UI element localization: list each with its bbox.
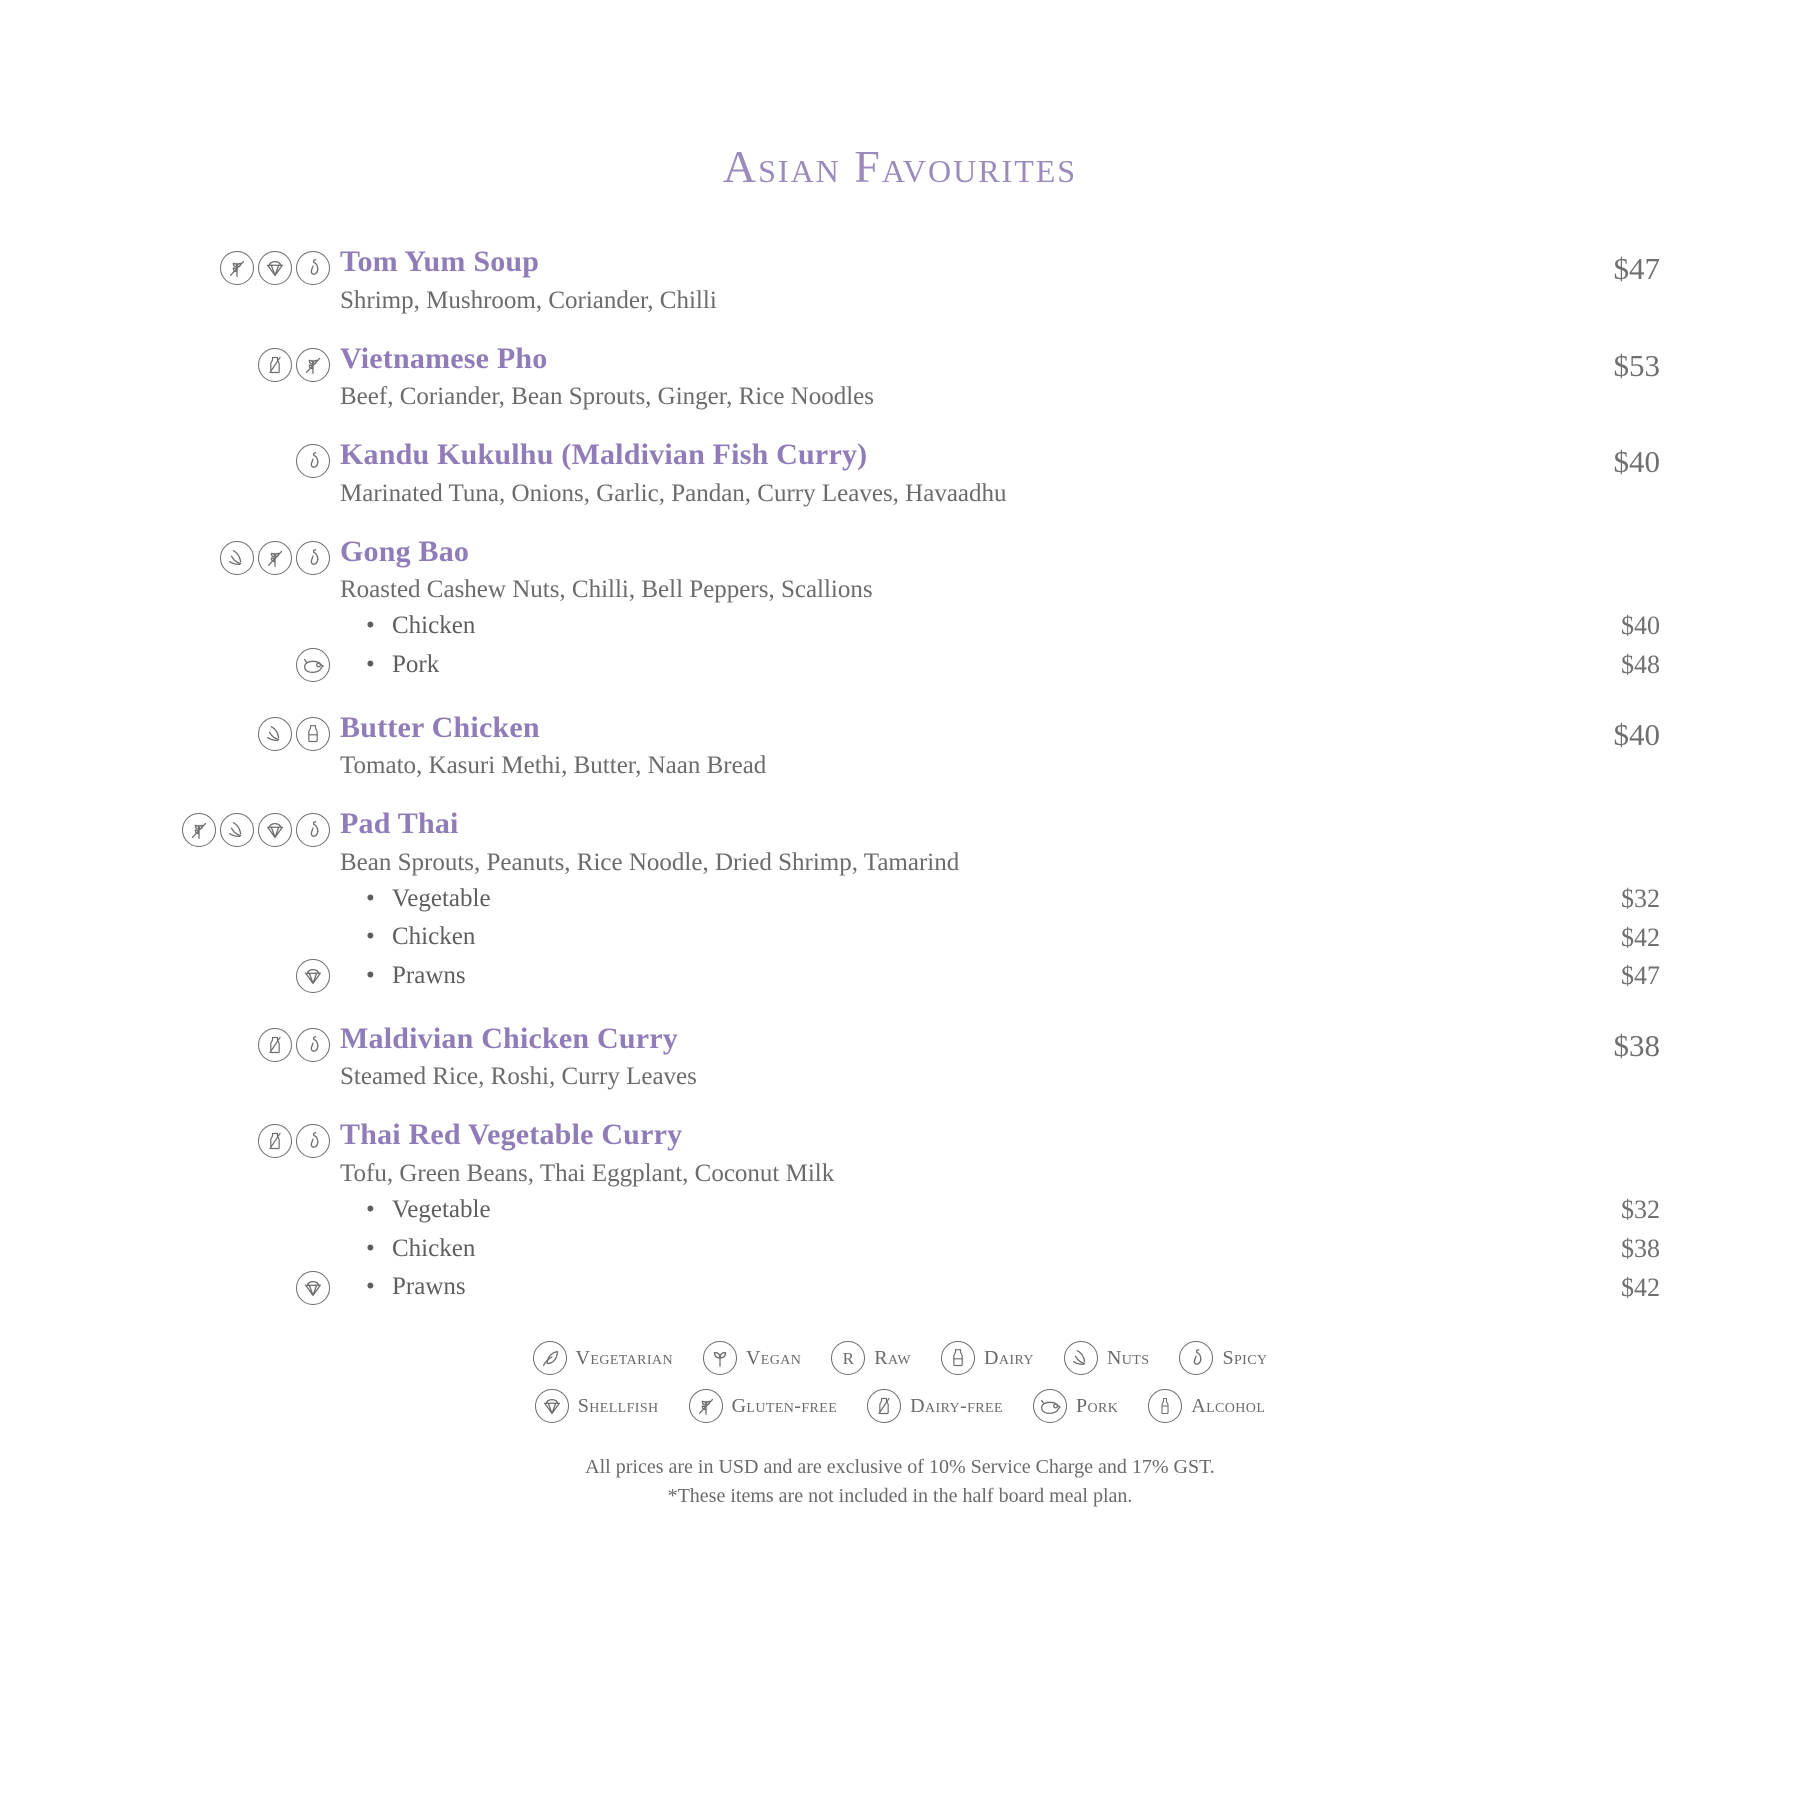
legend-item: [1064, 1341, 1150, 1375]
variant-row: [140, 1230, 1660, 1269]
shellfish-icon: [535, 1389, 569, 1423]
menu-item: [140, 245, 1660, 316]
menu-item: [140, 807, 1660, 996]
spicy-icon: [296, 251, 330, 285]
variant-row: [140, 880, 1660, 919]
variant-row: [140, 1268, 1660, 1307]
dish-description: Steamed Rice, Roshi, Curry Leaves: [340, 1063, 697, 1091]
menu-item-header: [140, 807, 1660, 878]
legend-label: Gluten-free: [731, 1394, 838, 1417]
menu-item-text: [340, 1022, 1510, 1093]
dish-name: Tom Yum Soup: [340, 245, 540, 278]
dish-price: $53: [1613, 347, 1660, 383]
dish-name: Butter Chicken: [340, 710, 540, 744]
variant-price: $32: [1621, 1195, 1660, 1225]
gluten-free-icon: [220, 251, 254, 285]
dairy-icon: [296, 717, 330, 751]
nuts-icon: [258, 717, 292, 751]
allergen-icons: [140, 1118, 340, 1158]
variant-price: $42: [1621, 922, 1660, 952]
menu-item-text: [340, 438, 1510, 509]
shellfish-icon: [258, 251, 292, 285]
spicy-icon: [296, 813, 330, 847]
legend-item: [535, 1389, 659, 1423]
dish-price: $47: [1613, 251, 1660, 286]
gluten-free-icon: [296, 348, 330, 382]
gluten-free-icon: [182, 813, 216, 847]
legend-label: Dairy-free: [910, 1394, 1003, 1417]
vegan-icon: [703, 1341, 737, 1375]
raw-icon: R: [831, 1341, 865, 1375]
variant-allergen-icons: [140, 648, 340, 682]
variant-label: • Chicken: [340, 918, 1510, 957]
legend: [60, 1341, 1740, 1423]
menu-item: [140, 535, 1660, 685]
legend-row-2: [535, 1389, 1266, 1423]
shellfish-icon: [296, 959, 330, 993]
menu-item: [140, 438, 1660, 509]
variant-list: [140, 607, 1660, 685]
legend-item: [1148, 1389, 1265, 1423]
allergen-icons: [140, 807, 340, 847]
menu-item: [140, 342, 1660, 413]
legend-label: Nuts: [1106, 1346, 1150, 1369]
variant-row: [140, 918, 1660, 957]
menu-item-header: [140, 1022, 1660, 1093]
dish-description: Marinated Tuna, Onions, Garlic, Pandan, Curry Leaves, Havaadhu: [340, 479, 1007, 507]
legend-label: Raw: [874, 1346, 912, 1369]
spicy-icon: [296, 444, 330, 478]
menu-item: [140, 711, 1660, 782]
dairy-free-icon: [867, 1389, 901, 1423]
menu-item-text: [340, 245, 1510, 316]
menu-list: [60, 245, 1740, 1307]
menu-item-text: [340, 342, 1510, 413]
legend-label: Pork: [1075, 1394, 1119, 1417]
shellfish-icon: [258, 813, 292, 847]
legend-item: [533, 1341, 673, 1375]
allergen-icons: [140, 438, 340, 478]
legend-item: [831, 1341, 911, 1375]
dish-description: Roasted Cashew Nuts, Chilli, Bell Peppers, Scallions: [340, 576, 873, 603]
shellfish-icon: [296, 1271, 330, 1305]
dish-description: Shrimp, Mushroom, Coriander, Chilli: [340, 286, 717, 314]
menu-item-header: [140, 342, 1660, 413]
variant-label: • Vegetable: [340, 880, 1510, 919]
dish-name: Pad Thai: [340, 807, 459, 840]
legend-label: Shellfish: [577, 1394, 659, 1417]
dish-price: [1510, 535, 1660, 541]
variant-list: [140, 880, 1660, 996]
variant-row: [140, 607, 1660, 646]
legend-label: Dairy: [984, 1346, 1034, 1369]
allergen-icons: [140, 245, 340, 285]
dish-description: Tomato, Kasuri Methi, Butter, Naan Bread: [340, 752, 767, 779]
spicy-icon: [296, 1124, 330, 1158]
variant-allergen-icons: [140, 1271, 340, 1305]
variant-row: [140, 957, 1660, 996]
footnotes: [60, 1453, 1740, 1511]
alcohol-icon: [1148, 1389, 1182, 1423]
variant-price: $32: [1621, 883, 1660, 913]
dish-name: Thai Red Vegetable Curry: [340, 1118, 683, 1152]
variant-row: [140, 646, 1660, 685]
dish-name: Kandu Kukulhu (Maldivian Fish Curry): [340, 438, 868, 471]
dish-price: [1510, 1118, 1660, 1124]
page-title: Asian Favourites: [722, 141, 1078, 192]
variant-price: $42: [1621, 1272, 1660, 1302]
spicy-icon: [296, 541, 330, 575]
variant-list: [140, 1191, 1660, 1307]
vegetarian-icon: [533, 1341, 567, 1375]
variant-label: • Prawns: [340, 957, 1510, 996]
variant-row: [140, 1191, 1660, 1230]
gluten-free-icon: [689, 1389, 723, 1423]
variant-price: $38: [1621, 1233, 1660, 1263]
menu-item: [140, 1118, 1660, 1307]
pork-icon: [1033, 1389, 1067, 1423]
legend-label: Vegetarian: [575, 1346, 673, 1369]
allergen-icons: [140, 1022, 340, 1062]
nuts-icon: [220, 813, 254, 847]
menu-item-text: [340, 807, 1510, 878]
footnote-line: All prices are in USD and are exclusive of 10% Service Charge and 17% GST.: [585, 1456, 1215, 1478]
footnote-line: *These items are not included in the half board meal plan.: [667, 1485, 1133, 1507]
legend-label: Vegan: [745, 1346, 802, 1369]
allergen-icons: [140, 342, 340, 382]
legend-label: Alcohol: [1191, 1394, 1266, 1417]
variant-label: • Chicken: [340, 1230, 1510, 1269]
dairy-icon: [941, 1341, 975, 1375]
gluten-free-icon: [258, 541, 292, 575]
legend-row-1: [533, 1341, 1268, 1375]
dish-price: $40: [1613, 716, 1660, 752]
pork-icon: [296, 648, 330, 682]
variant-price: $48: [1621, 650, 1660, 680]
legend-item: [1179, 1341, 1267, 1375]
variant-label: • Chicken: [340, 607, 1510, 646]
dairy-free-icon: [258, 348, 292, 382]
legend-item: [1033, 1389, 1118, 1423]
menu-item-text: [340, 1118, 1510, 1189]
variant-allergen-icons: [140, 959, 340, 993]
dish-price: [1510, 807, 1660, 813]
variant-price: $47: [1621, 961, 1660, 991]
variant-price: $40: [1621, 611, 1660, 641]
dairy-free-icon: [258, 1124, 292, 1158]
menu-item-header: [140, 535, 1660, 606]
menu-item-header: [140, 711, 1660, 782]
legend-item: [703, 1341, 801, 1375]
spicy-icon: [296, 1028, 330, 1062]
variant-label: • Pork: [340, 646, 1510, 685]
variant-label: • Prawns: [340, 1268, 1510, 1307]
dish-description: Bean Sprouts, Peanuts, Rice Noodle, Dried Shrimp, Tamarind: [340, 848, 960, 876]
dairy-free-icon: [258, 1028, 292, 1062]
nuts-icon: [1064, 1341, 1098, 1375]
menu-item-text: [340, 535, 1510, 606]
menu-item-header: [140, 1118, 1660, 1189]
menu-item-text: [340, 711, 1510, 782]
dish-name: Vietnamese Pho: [340, 341, 548, 375]
nuts-icon: [220, 541, 254, 575]
dish-price: $40: [1613, 444, 1660, 479]
menu-item: [140, 1022, 1660, 1093]
dish-description: Beef, Coriander, Bean Sprouts, Ginger, Rice Noodles: [340, 383, 874, 410]
allergen-icons: [140, 711, 340, 751]
dish-name: Gong Bao: [340, 534, 470, 568]
dish-price: $38: [1613, 1027, 1660, 1063]
legend-item: [867, 1389, 1003, 1423]
variant-label: • Vegetable: [340, 1191, 1510, 1230]
legend-item: [689, 1389, 838, 1423]
dish-description: Tofu, Green Beans, Thai Eggplant, Coconut Milk: [340, 1159, 835, 1187]
allergen-icons: [140, 535, 340, 575]
legend-item: [941, 1341, 1034, 1375]
menu-item-header: [140, 245, 1660, 316]
dish-name: Maldivian Chicken Curry: [340, 1021, 678, 1055]
legend-label: Spicy: [1222, 1346, 1268, 1369]
menu-item-header: [140, 438, 1660, 509]
spicy-icon: [1179, 1341, 1213, 1375]
